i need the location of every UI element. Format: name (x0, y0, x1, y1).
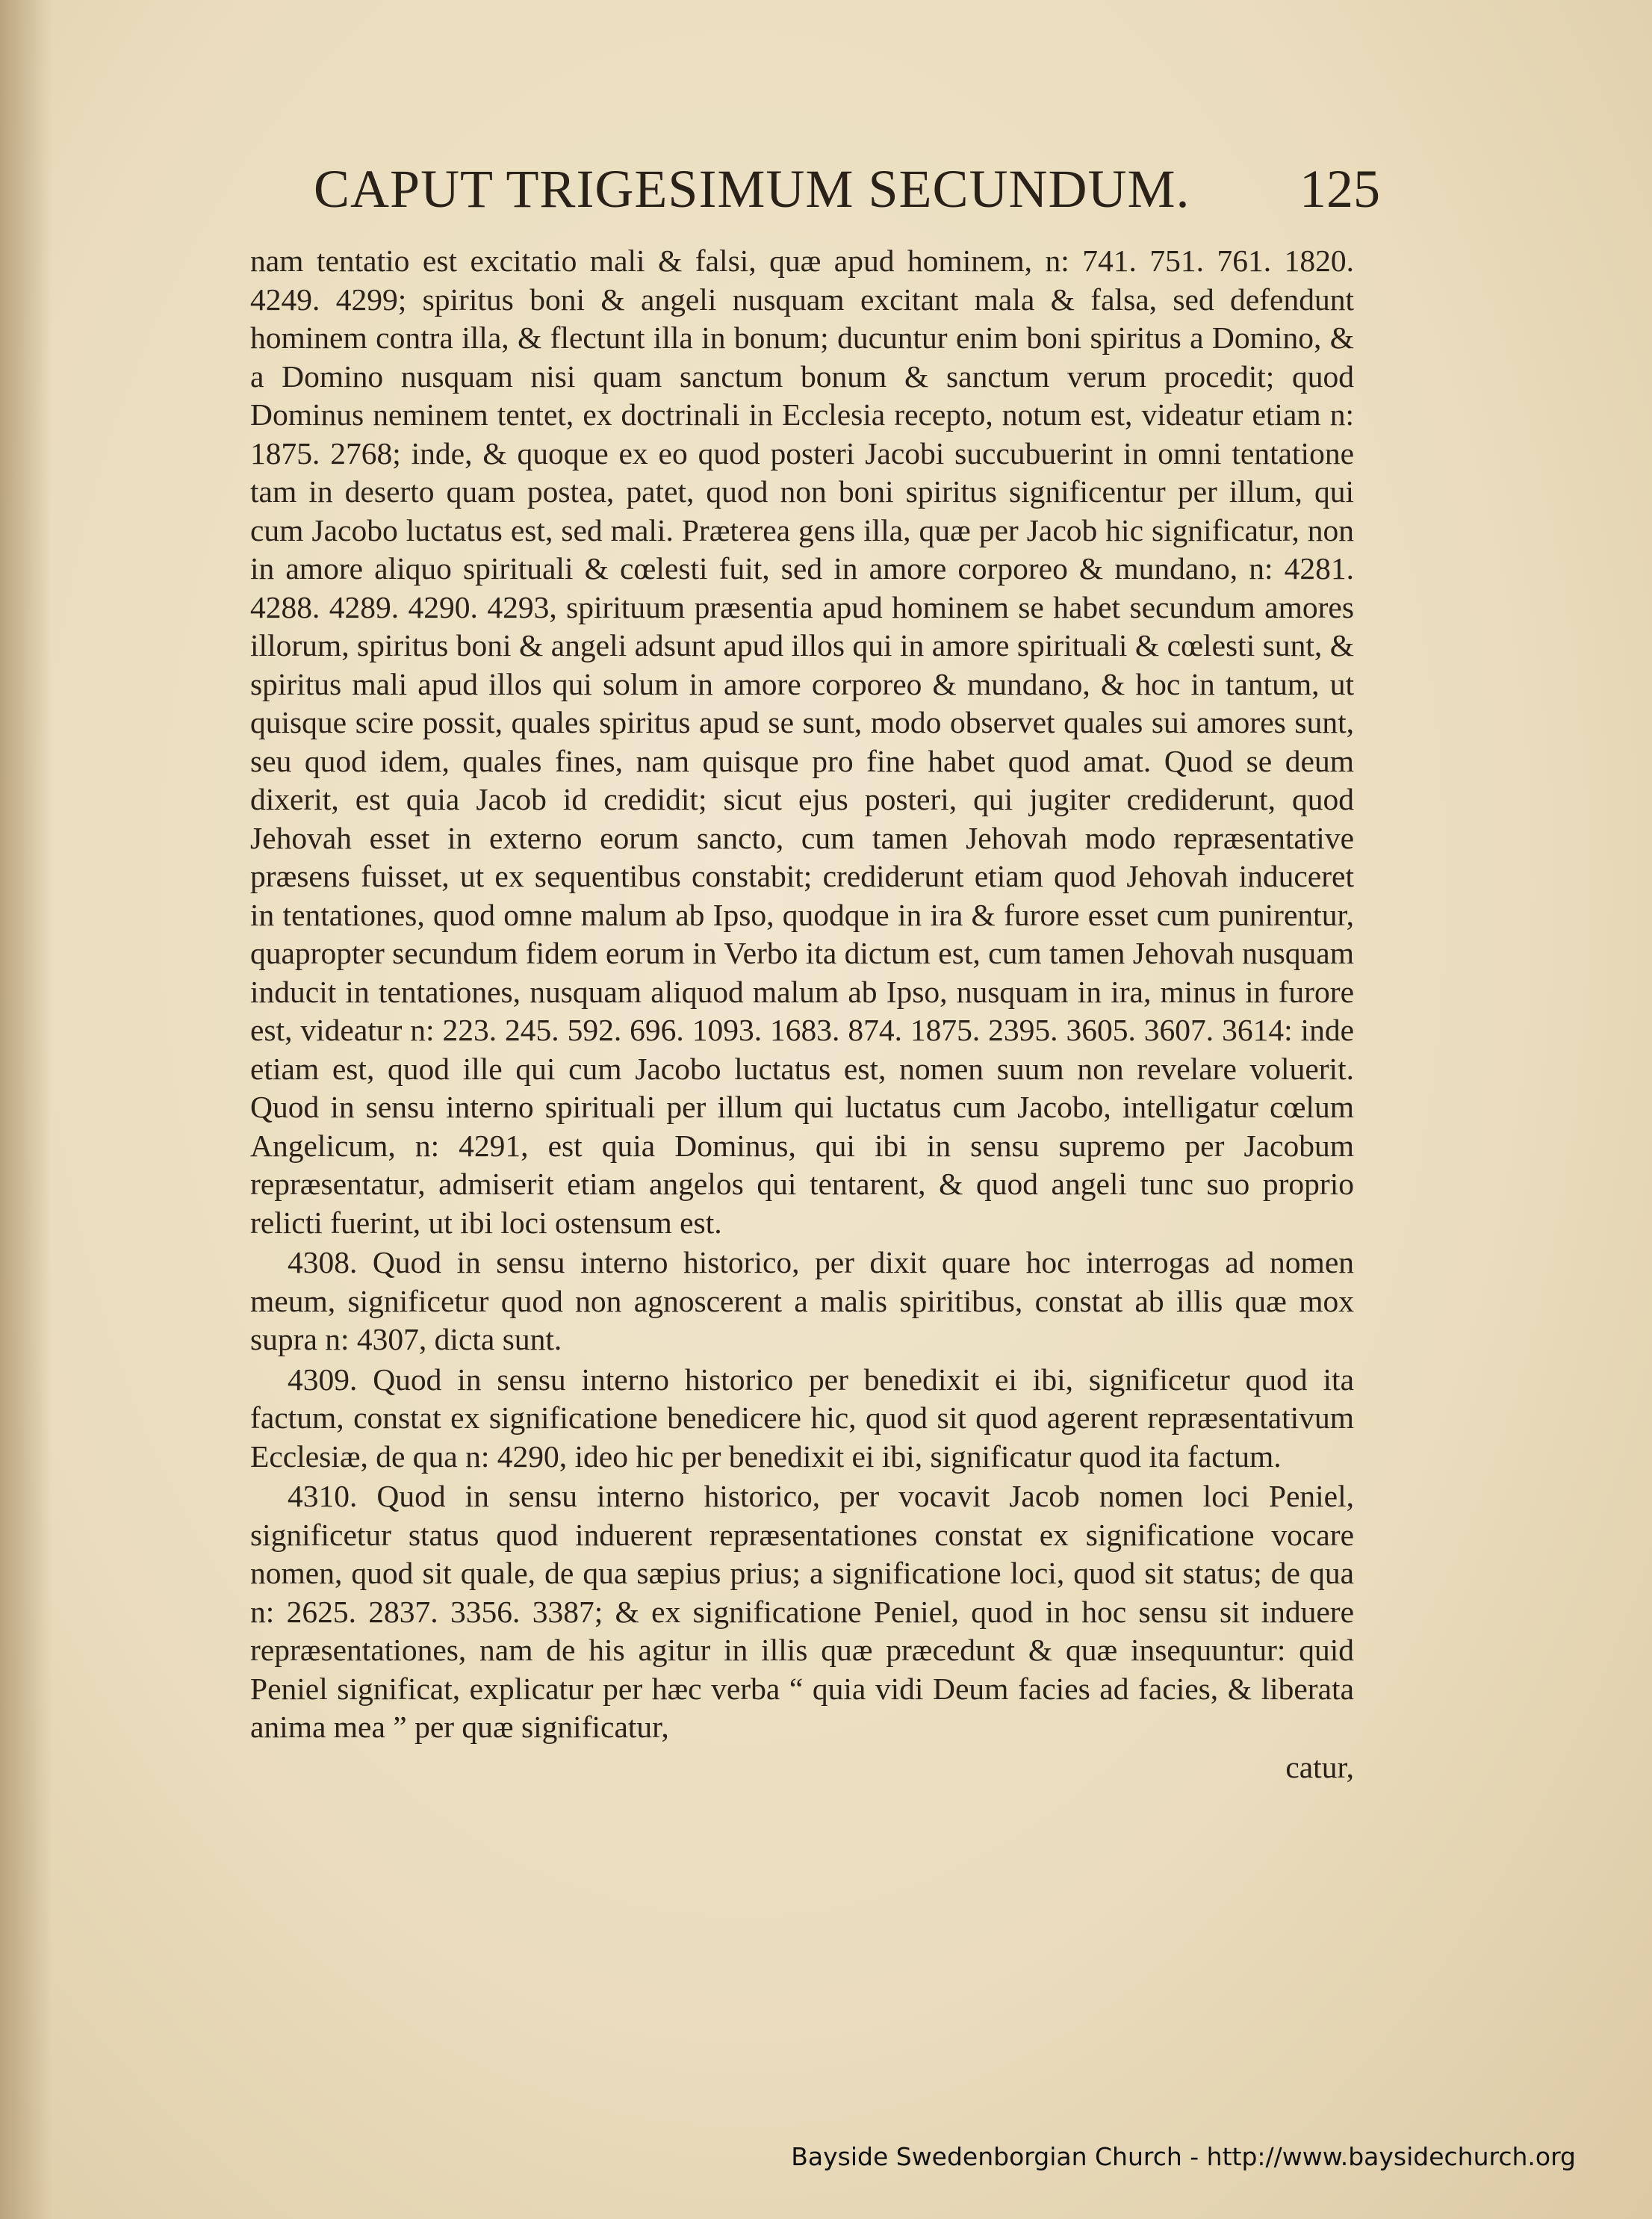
page-number: 125 (1299, 159, 1380, 219)
paragraph-4308: 4308. Quod in sensu interno historico, per dixit quare hoc interrogas ad nomen meum, significetur quod non agnoscerent a malis spiritibus, constat ab illis quæ mox supra n: 4307, dicta sunt. (250, 1245, 1354, 1356)
body-text (250, 242, 1354, 1788)
watermark-caption: Bayside Swedenborgian Church - http://www.baysidechurch.org (791, 2142, 1576, 2171)
paragraph-4310: 4310. Quod in sensu interno historico, per vocavit Jacob nomen loci Peniel, significetur status quod induerent repræsentationes constat ex significatione vocare nomen, quod sit quale, de qua sæpius prius; a significatione loci, quod sit status; de qua n: 2625. 2837. 3356. 3387; & ex significatione Peniel, quod in hoc sensu sit induere repræsentationes, nam de his agitur in illis quæ præcedunt & quæ insequuntur: quid Peniel significat, explicatur per hæc verba “ quia vidi Deum facies ad facies, & liberata anima mea ” per quæ significatur, (250, 1479, 1354, 1744)
running-head: CAPUT TRIGESIMUM SECUNDUM. (314, 159, 1190, 219)
catchword: catur, (1285, 1749, 1354, 1784)
paragraph-continuation: nam tentatio est excitatio mali & falsi, quæ apud hominem, n: 741. 751. 761. 1820. 4249. 4299; spiritus boni & angeli nusquam excitant mala & falsa, sed defendunt hominem contra illa, & flectunt illa in bonum; ducuntur enim boni spiritus a Domino, & a Domino nusquam nisi quam sanctum bonum & sanctum verum procedit; quod Dominus neminem tentet, ex doctrinali in Ecclesia recepto, notum est, videatur etiam n: 1875. 2768; inde, & quoque ex eo quod posteri Jacobi succubuerint in omni tentatione tam in deserto quam postea, patet, quod non boni spiritus significentur per illum, qui cum Jacobo luctatus est, sed mali. Præterea gens illa, quæ per Jacob hic significatur, non in amore aliquo spirituali & cœlesti fuit, sed in amore corporeo & mundano, n: 4281. 4288. 4289. 4290. 4293, spirituum præsentia apud hominem se habet secundum amores illorum, spiritus boni & angeli adsunt apud illos qui in amore spirituali & cœlesti sunt, & spiritus mali apud illos qui solum in amore corporeo & mundano, & hoc in tantum, ut quisque scire possit, quales spiritus apud se sunt, modo observet quales sui amores sunt, seu quod idem, quales fines, nam quisque pro fine habet quod amat. Quod se deum dixerit, est quia Jacob id credidit; sicut ejus posteri, qui jugiter crediderunt, quod Jehovah esset in externo eorum sancto, cum tamen Jehovah modo repræsentative præsens fuisset, ut ex sequentibus constabit; crediderunt etiam quod Jehovah induceret in tentationes, quod omne malum ab Ipso, quodque in ira & furore esset cum punirentur, quapropter secundum fidem eorum in Verbo ita dictum est, cum tamen Jehovah nusquam inducit in tentationes, nusquam aliquod malum ab Ipso, nusquam in ira, minus in furore est, videatur n: 223. 245. 592. 696. 1093. 1683. 874. 1875. 2395. 3605. 3607. 3614: inde etiam est, quod ille qui cum Jacobo luctatus est, nomen suum non revelare voluerit. Quod in sensu interno spirituali per illum qui luctatus cum Jacobo, intelligatur cœlum Angelicum, n: 4291, est quia Dominus, qui ibi in sensu supremo per Jacobum repræsentatur, admiserit etiam angelos qui tentarent, & quod angeli tunc suo proprio relicti fuerint, ut ibi loci ostensum est. (250, 243, 1354, 1240)
paragraph-4309: 4309. Quod in sensu interno historico per benedixit ei ibi, significetur quod ita factum, constat ex significatione benedicere hic, quod sit quod agerent repræsentativum Ecclesiæ, de qua n: 4290, ideo hic per benedixit ei ibi, significatur quod ita factum. (250, 1362, 1354, 1474)
binding-shadow (0, 0, 52, 2219)
page-header (314, 158, 1380, 226)
